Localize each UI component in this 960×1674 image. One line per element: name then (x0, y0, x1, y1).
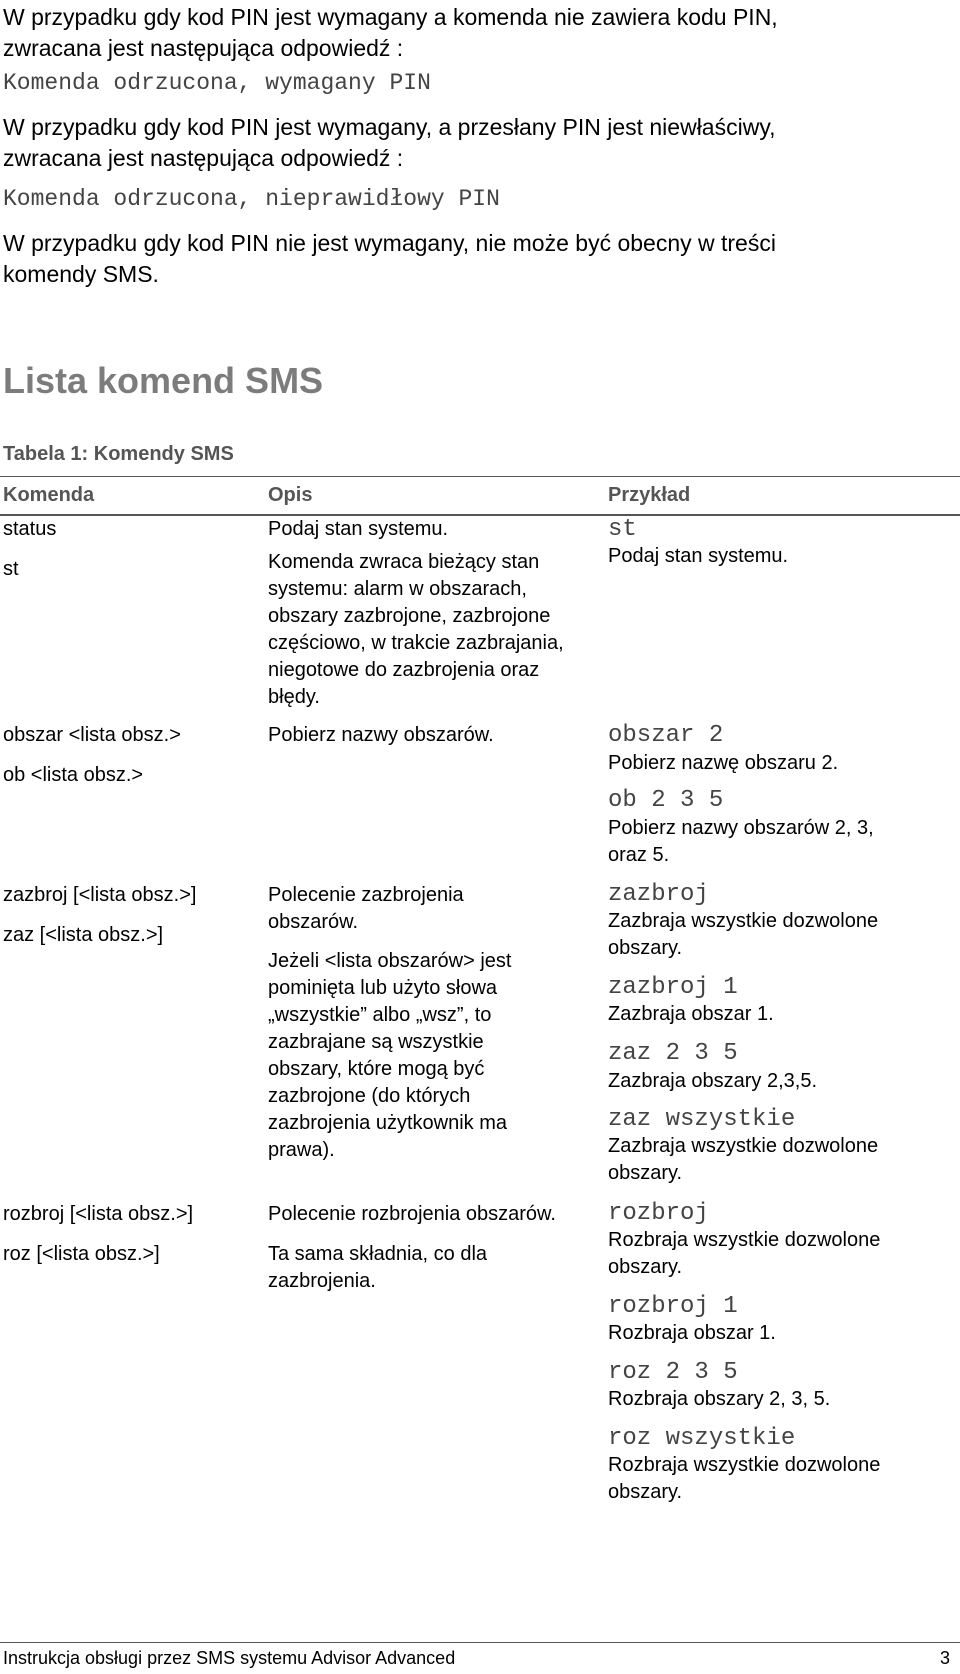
command-description-detail: Jeżeli <lista obszarów> jest pominięta lub użyto słowa „wszystkie” albo „wsz”, to zazbrajane są wszystkie obszary, które mogą być zazbrojone (do których zazbrojenia użytkownik ma prawa). (268, 950, 512, 1161)
command-name: rozbroj [<lista obsz.>] (3, 1203, 194, 1225)
example-command: st (608, 516, 637, 543)
intro-paragraph-1-line-2: zwracana jest następująca odpowiedź : (3, 35, 404, 61)
intro-paragraph-2-line-2: zwracana jest następująca odpowiedź : (3, 145, 404, 171)
example-description: Podaj stan systemu. (608, 545, 789, 567)
example-description: Rozbraja obszar 1. (608, 1322, 776, 1344)
command-alias: st (3, 558, 19, 580)
example-command: obszar 2 (608, 722, 724, 749)
command-description-detail: Ta sama składnia, co dla zazbrojenia. (268, 1243, 488, 1292)
command-name: status (3, 518, 57, 540)
example-command: zazbroj 1 (608, 974, 738, 1001)
command-alias: zaz [<lista obsz.>] (3, 924, 164, 946)
example-description: Zazbraja wszystkie dozwolone obszary. (608, 910, 879, 959)
footer-rule (0, 1642, 960, 1643)
example-command: roz wszystkie (608, 1425, 796, 1452)
intro-paragraph-3-line-2: komendy SMS. (3, 261, 159, 287)
command-description: Podaj stan systemu. (268, 518, 449, 540)
table-top-rule (0, 476, 960, 477)
example-description: Zazbraja wszystkie dozwolone obszary. (608, 1135, 879, 1184)
example-description: Rozbraja wszystkie dozwolone obszary. (608, 1229, 881, 1278)
example-description: Rozbraja obszary 2, 3, 5. (608, 1388, 831, 1410)
example-command: zaz 2 3 5 (608, 1040, 738, 1067)
footer-document-title: Instrukcja obsługi przez SMS systemu Advisor Advanced (3, 1648, 456, 1668)
column-header-command: Komenda (3, 484, 95, 506)
section-title: Lista komend SMS (3, 360, 324, 401)
command-alias: ob <lista obsz.> (3, 764, 144, 786)
example-description: Pobierz nazwy obszarów 2, 3, oraz 5. (608, 817, 874, 866)
page-number: 3 (940, 1648, 951, 1668)
example-description: Rozbraja wszystkie dozwolone obszary. (608, 1454, 881, 1503)
command-description-detail: Komenda zwraca bieżący stan systemu: alarm w obszarach, obszary zazbrojone, zazbrojone częściowo, w trakcie zazbrajania, niegotowe do zazbrojenia oraz błędy. (268, 551, 564, 708)
column-header-example: Przykład (608, 484, 691, 506)
example-command: zaz wszystkie (608, 1106, 796, 1133)
column-header-description: Opis (268, 484, 313, 506)
intro-paragraph-3-line-1: W przypadku gdy kod PIN nie jest wymagany, nie może być obecny w treści (3, 230, 776, 256)
example-description: Zazbraja obszary 2,3,5. (608, 1070, 817, 1092)
command-description: Pobierz nazwy obszarów. (268, 724, 494, 746)
command-description: Polecenie zazbrojenia obszarów. (268, 884, 464, 933)
table-caption: Tabela 1: Komendy SMS (3, 443, 234, 465)
intro-paragraph-2-line-1: W przypadku gdy kod PIN jest wymagany, a przesłany PIN jest niewłaściwy, (3, 114, 776, 140)
example-command: rozbroj 1 (608, 1293, 738, 1320)
example-command: zazbroj (608, 881, 709, 908)
example-command: rozbroj (608, 1200, 709, 1227)
command-alias: roz [<lista obsz.>] (3, 1243, 160, 1265)
response-code-pin-required: Komenda odrzucona, wymagany PIN (3, 70, 431, 96)
command-name: obszar <lista obsz.> (3, 724, 181, 746)
example-command: ob 2 3 5 (608, 787, 724, 814)
intro-paragraph-1-line-1: W przypadku gdy kod PIN jest wymagany a komenda nie zawiera kodu PIN, (3, 4, 778, 30)
example-description: Pobierz nazwę obszaru 2. (608, 752, 839, 774)
example-command: roz 2 3 5 (608, 1359, 738, 1386)
command-name: zazbroj [<lista obsz.>] (3, 884, 197, 906)
example-description: Zazbraja obszar 1. (608, 1003, 774, 1025)
response-code-invalid-pin: Komenda odrzucona, nieprawidłowy PIN (3, 186, 500, 212)
command-description: Polecenie rozbrojenia obszarów. (268, 1203, 556, 1225)
